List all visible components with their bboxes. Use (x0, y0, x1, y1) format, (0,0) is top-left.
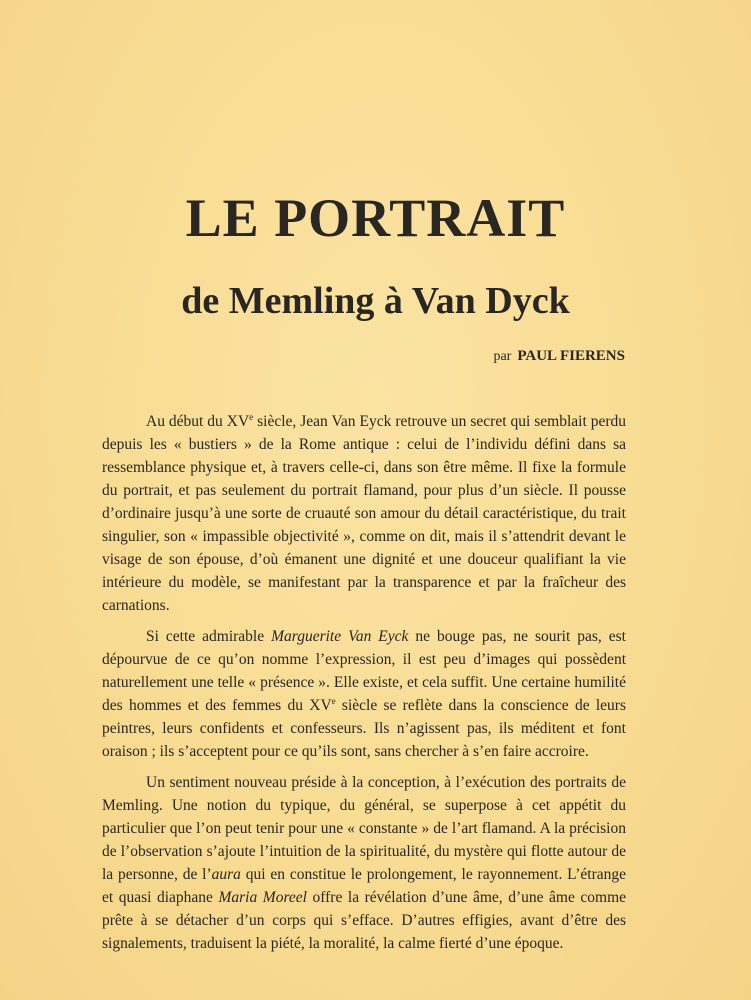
page-title: LE PORTRAIT (185, 188, 566, 248)
author-name: PAUL FIERENS (517, 348, 625, 364)
text-run: ne bouge pas, ne sourit pas, est dépourvue de ce qu’on nomme l’expression, il est peu d’images qui possèdent naturellement une telle « présence ». Elle existe, et cela suffit. Une certaine humilité des hommes et des femmes du XV (102, 628, 626, 714)
text-run: Au début du XV (146, 413, 250, 430)
italic-text: Maria Moreel (218, 889, 307, 906)
superscript: e (249, 411, 254, 422)
text-run: siècle se reflète dans la conscience de leurs peintres, leurs confidents et confesseurs. Ils n’agissent pas, ils méditent et font oraison ; ils s’acceptent pour ce qu’ils sont, sans chercher à s’en faire accroire. (102, 697, 626, 760)
italic-text: Marguerite Van Eyck (271, 628, 409, 645)
page-subtitle: de Memling à Van Dyck (181, 280, 570, 322)
text-run: Si cette admirable (146, 628, 272, 645)
superscript: e (331, 695, 336, 706)
text-run: Un sentiment nouveau préside à la conception, à l’exécution des portraits de Memling. Une notion du typique, du général, se superpose à cet appétit du particulier que l’on peut tenir pour une « constante » de l’art flamand. A la précision de l’observation s’ajoute l’intuition de la spiritualité, du mystère qui flotte autour de la personne, de l’ (102, 774, 626, 883)
byline-prefix: par (493, 349, 512, 364)
text-run: siècle, Jean Van Eyck retrouve un secret qui semblait perdu depuis les « bustiers » de la Rome antique : celui de l’individu défini dans sa ressemblance physique et, à travers celle-ci, dans son être même. Il fixe la formule du portrait, et pas seulement du portrait flamand, pour plus d’un siècle. Il pousse d’ordinaire jusqu’à une sorte de cruauté son amour du détail caractéristique, du trait singulier, son « impassible objectivité », comme on dit, mais il s’attendrit devant le visage de son épouse, d’où émanent une dignité et une douceur qualifiant la vie intérieure du modèle, se manifestant par la transparence et par la fraîcheur des carnations. (102, 413, 627, 614)
paragraph-3 (102, 771, 626, 955)
byline (493, 348, 625, 365)
italic-text: aura (211, 866, 241, 883)
paragraph-1 (102, 410, 626, 617)
paragraph-2 (102, 625, 626, 763)
article-body (102, 410, 626, 963)
text-run: offre la révélation d’une âme, d’une âme comme prête à se détacher d’un corps qui s’efface. D’autres effigies, avant d’être des signalements, traduisent la piété, la moralité, la calme fierté d’une époque. (102, 889, 627, 952)
text-run: qui en constitue le prolongement, le rayonnement. L’étrange et quasi diaphane (102, 866, 626, 906)
